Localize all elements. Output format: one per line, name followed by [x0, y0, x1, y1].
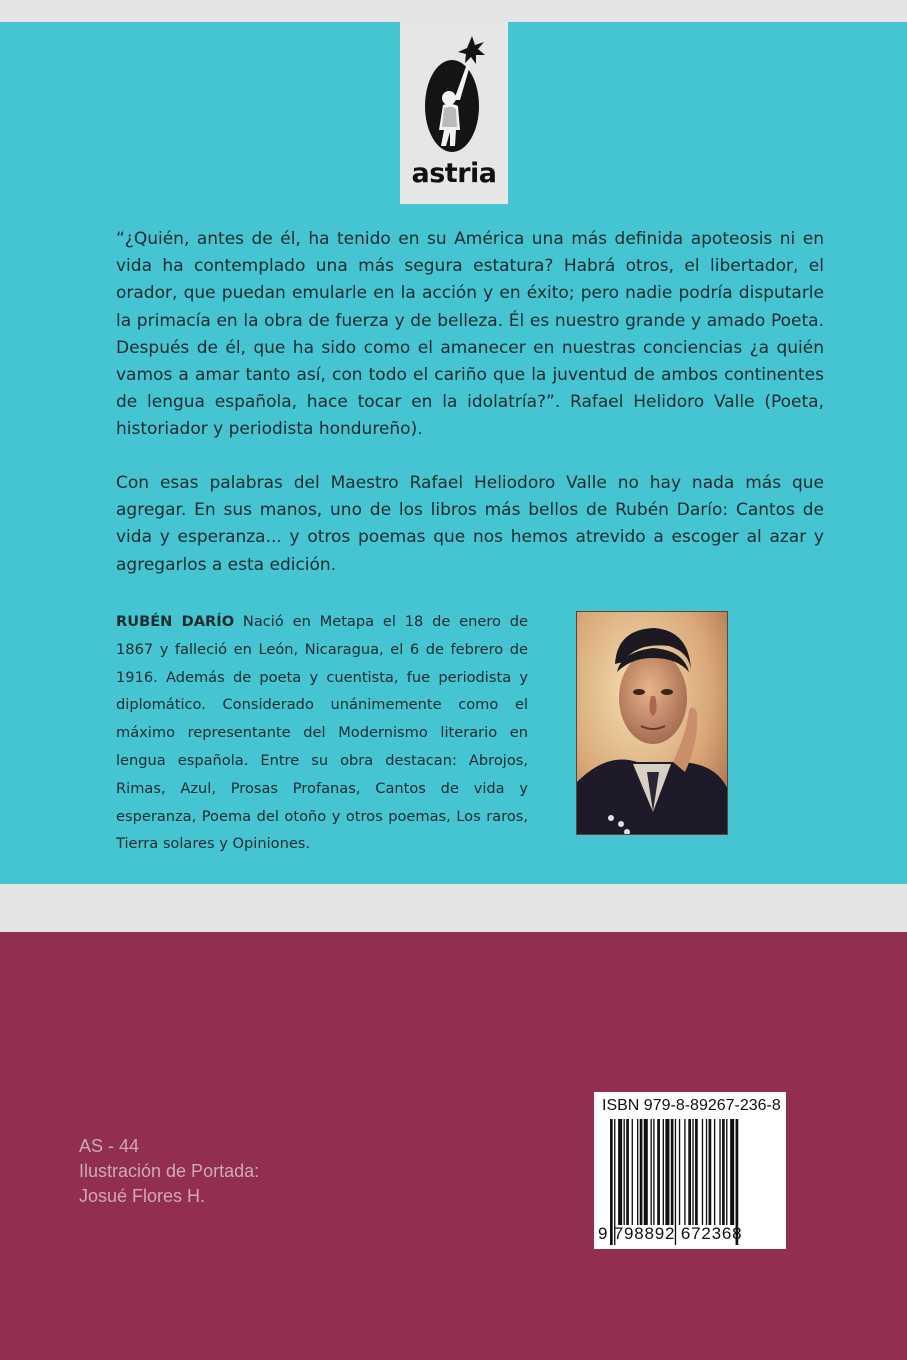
middle-light-band: [0, 884, 907, 932]
series-number: AS - 44: [79, 1136, 140, 1156]
author-name: RUBÉN DARÍO: [116, 613, 235, 630]
isbn-digits: 9 798892 672368: [598, 1224, 743, 1243]
isbn-label: ISBN 979-8-89267-236-8: [602, 1097, 781, 1114]
astria-figure-reaching-star-icon: [424, 34, 486, 156]
critic-quote: “¿Quién, antes de él, ha tenido en su América una más definida apoteosis ni en vida ha contemplado una más segura estatura? Habrá otros, el libertador, el orador, que puedan emularle en la acción y en éxito; pero nadie podría disputarle la primacía en la obra de fuerza y de belleza. Él es nuestro grande y amado Poeta. Después de él, que ha sido como el amanecer en nuestras conciencias ¿a quién vamos a amar tanto así, con todo el cariño que la juventud de ambos continentes de lengua española, hace tocar en la idolatría?”. Rafael Helidoro Valle (Poeta, historiador y periodista hondureño).: [116, 229, 824, 440]
isbn-barcode: [594, 1092, 786, 1249]
author-portrait-image: [576, 611, 728, 835]
illustration-label: Ilustración de Portada:: [79, 1161, 260, 1181]
publisher-name: astria: [411, 158, 497, 189]
author-bio: [116, 608, 528, 858]
top-light-band: [0, 0, 907, 22]
cover-credits: [79, 1134, 259, 1209]
intro-paragraph: Con esas palabras del Maestro Rafael Heliodoro Valle no hay nada más que agregar. En sus manos, uno de los libros más bellos de Rubén Darío: Cantos de vida y esperanza... y otros poemas que nos hemos atrevido a escoger al azar y agregarlos a esta edición.: [116, 473, 824, 575]
illustrator-name: Josué Flores H.: [79, 1186, 206, 1206]
publisher-logo: [400, 22, 508, 204]
author-bio-text: Nació en Metapa el 18 de enero de 1867 y falleció en León, Nicaragua, el 6 de febrero de 1916. Además de poeta y cuentista, fue periodista y diplomático. Considerado unánimemente como el máximo representante del Modernismo literario en lengua española. Entre su obra destacan: Abrojos, Rimas, Azul, Prosas Profanas, Cantos de vida y esperanza, Poema del otoño y otros poemas, Los raros, Tierra solares y Opiniones.: [116, 613, 528, 853]
